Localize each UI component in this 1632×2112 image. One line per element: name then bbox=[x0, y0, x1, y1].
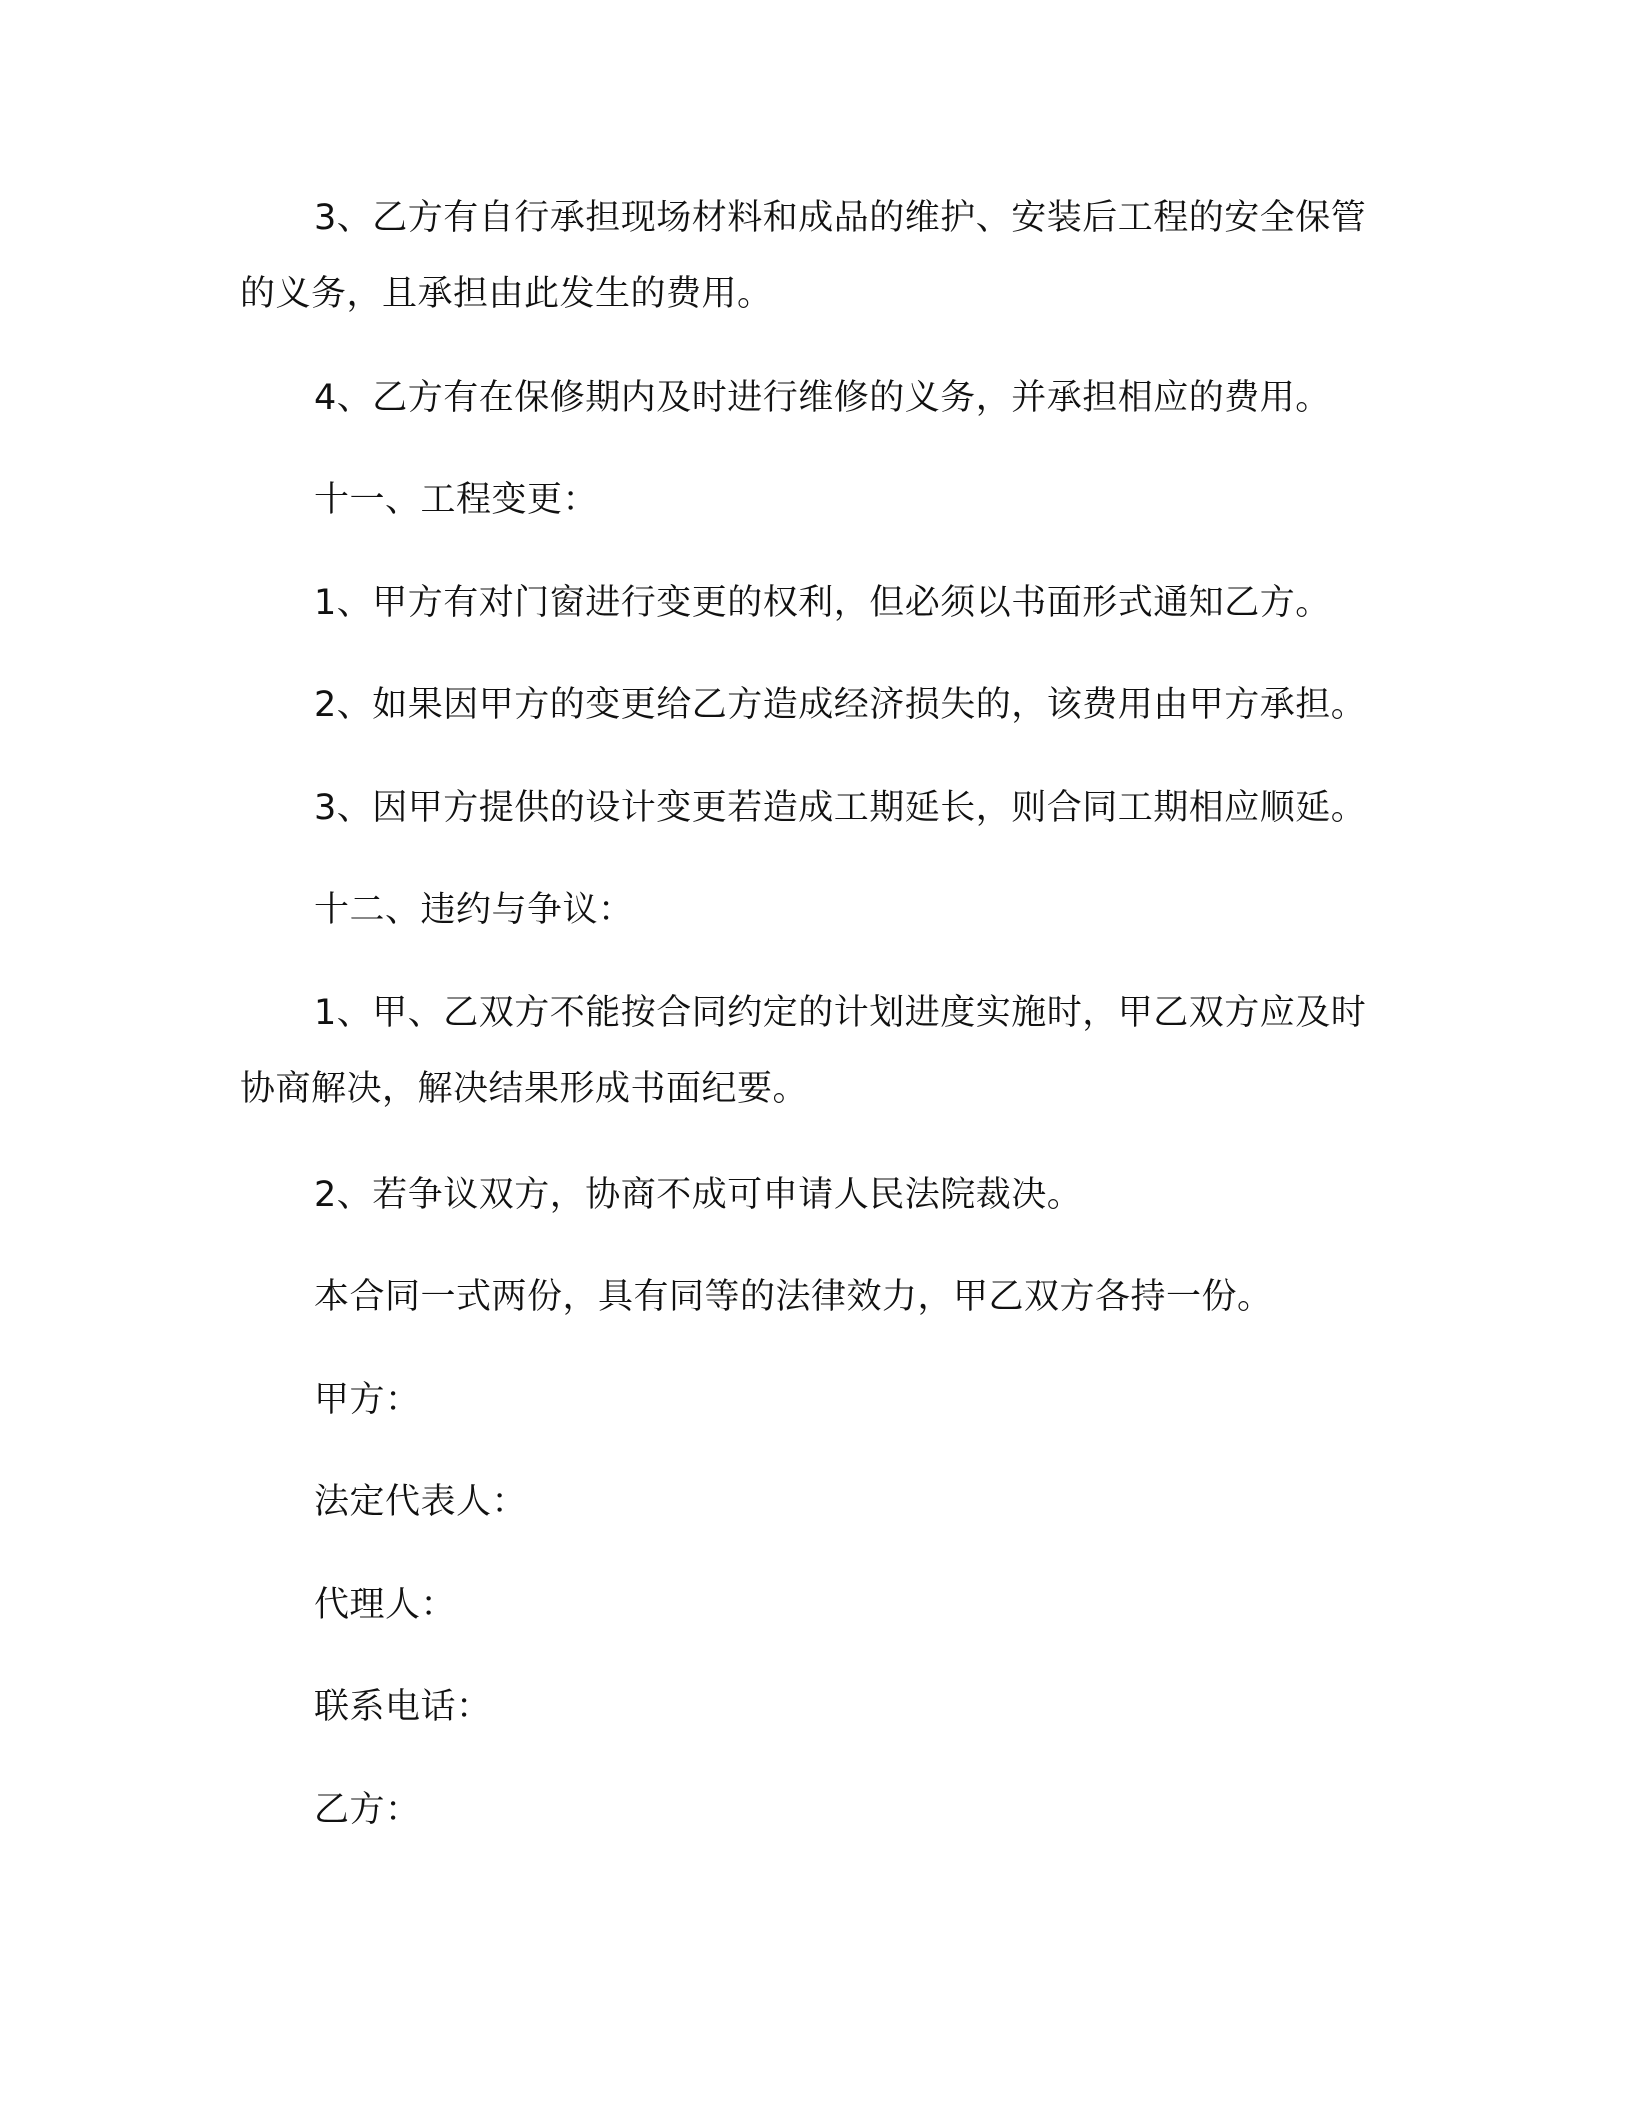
clause-12-2-paragraph: 2、若争议双方，协商不成可申请人民法院裁决。 bbox=[314, 1175, 1083, 1215]
copies-statement: 本合同一式两份，具有同等的法律效力，甲乙双方各持一份。 bbox=[314, 1277, 1273, 1317]
agent-label: 代理人： bbox=[314, 1585, 457, 1625]
section-12-heading: 十二、违约与争议： bbox=[314, 890, 634, 930]
party-b-label: 乙方： bbox=[314, 1790, 421, 1830]
clause-11-3-paragraph: 3、因甲方提供的设计变更若造成工期延长，则合同工期相应顺延。 bbox=[314, 788, 1367, 828]
contact-phone-label: 联系电话： bbox=[314, 1687, 492, 1727]
clause-11-1-paragraph: 1、甲方有对门窗进行变更的权利，但必须以书面形式通知乙方。 bbox=[314, 583, 1331, 623]
legal-representative-label: 法定代表人： bbox=[314, 1482, 528, 1522]
clause-11-2-paragraph: 2、如果因甲方的变更给乙方造成经济损失的，该费用由甲方承担。 bbox=[314, 685, 1367, 725]
clause-12-1-paragraph: 1、甲、乙双方不能按合同约定的计划进度实施时，甲乙双方应及时协商解决，解决结果形成书面纪要。 bbox=[240, 993, 1367, 1109]
clause-10-4-paragraph: 4、乙方有在保修期内及时进行维修的义务，并承担相应的费用。 bbox=[314, 378, 1331, 418]
clause-10-3-paragraph: 3、乙方有自行承担现场材料和成品的维护、安装后工程的安全保管的义务，且承担由此发生的费用。 bbox=[240, 198, 1367, 314]
party-a-label: 甲方： bbox=[314, 1380, 421, 1420]
section-11-heading: 十一、工程变更： bbox=[314, 480, 599, 520]
